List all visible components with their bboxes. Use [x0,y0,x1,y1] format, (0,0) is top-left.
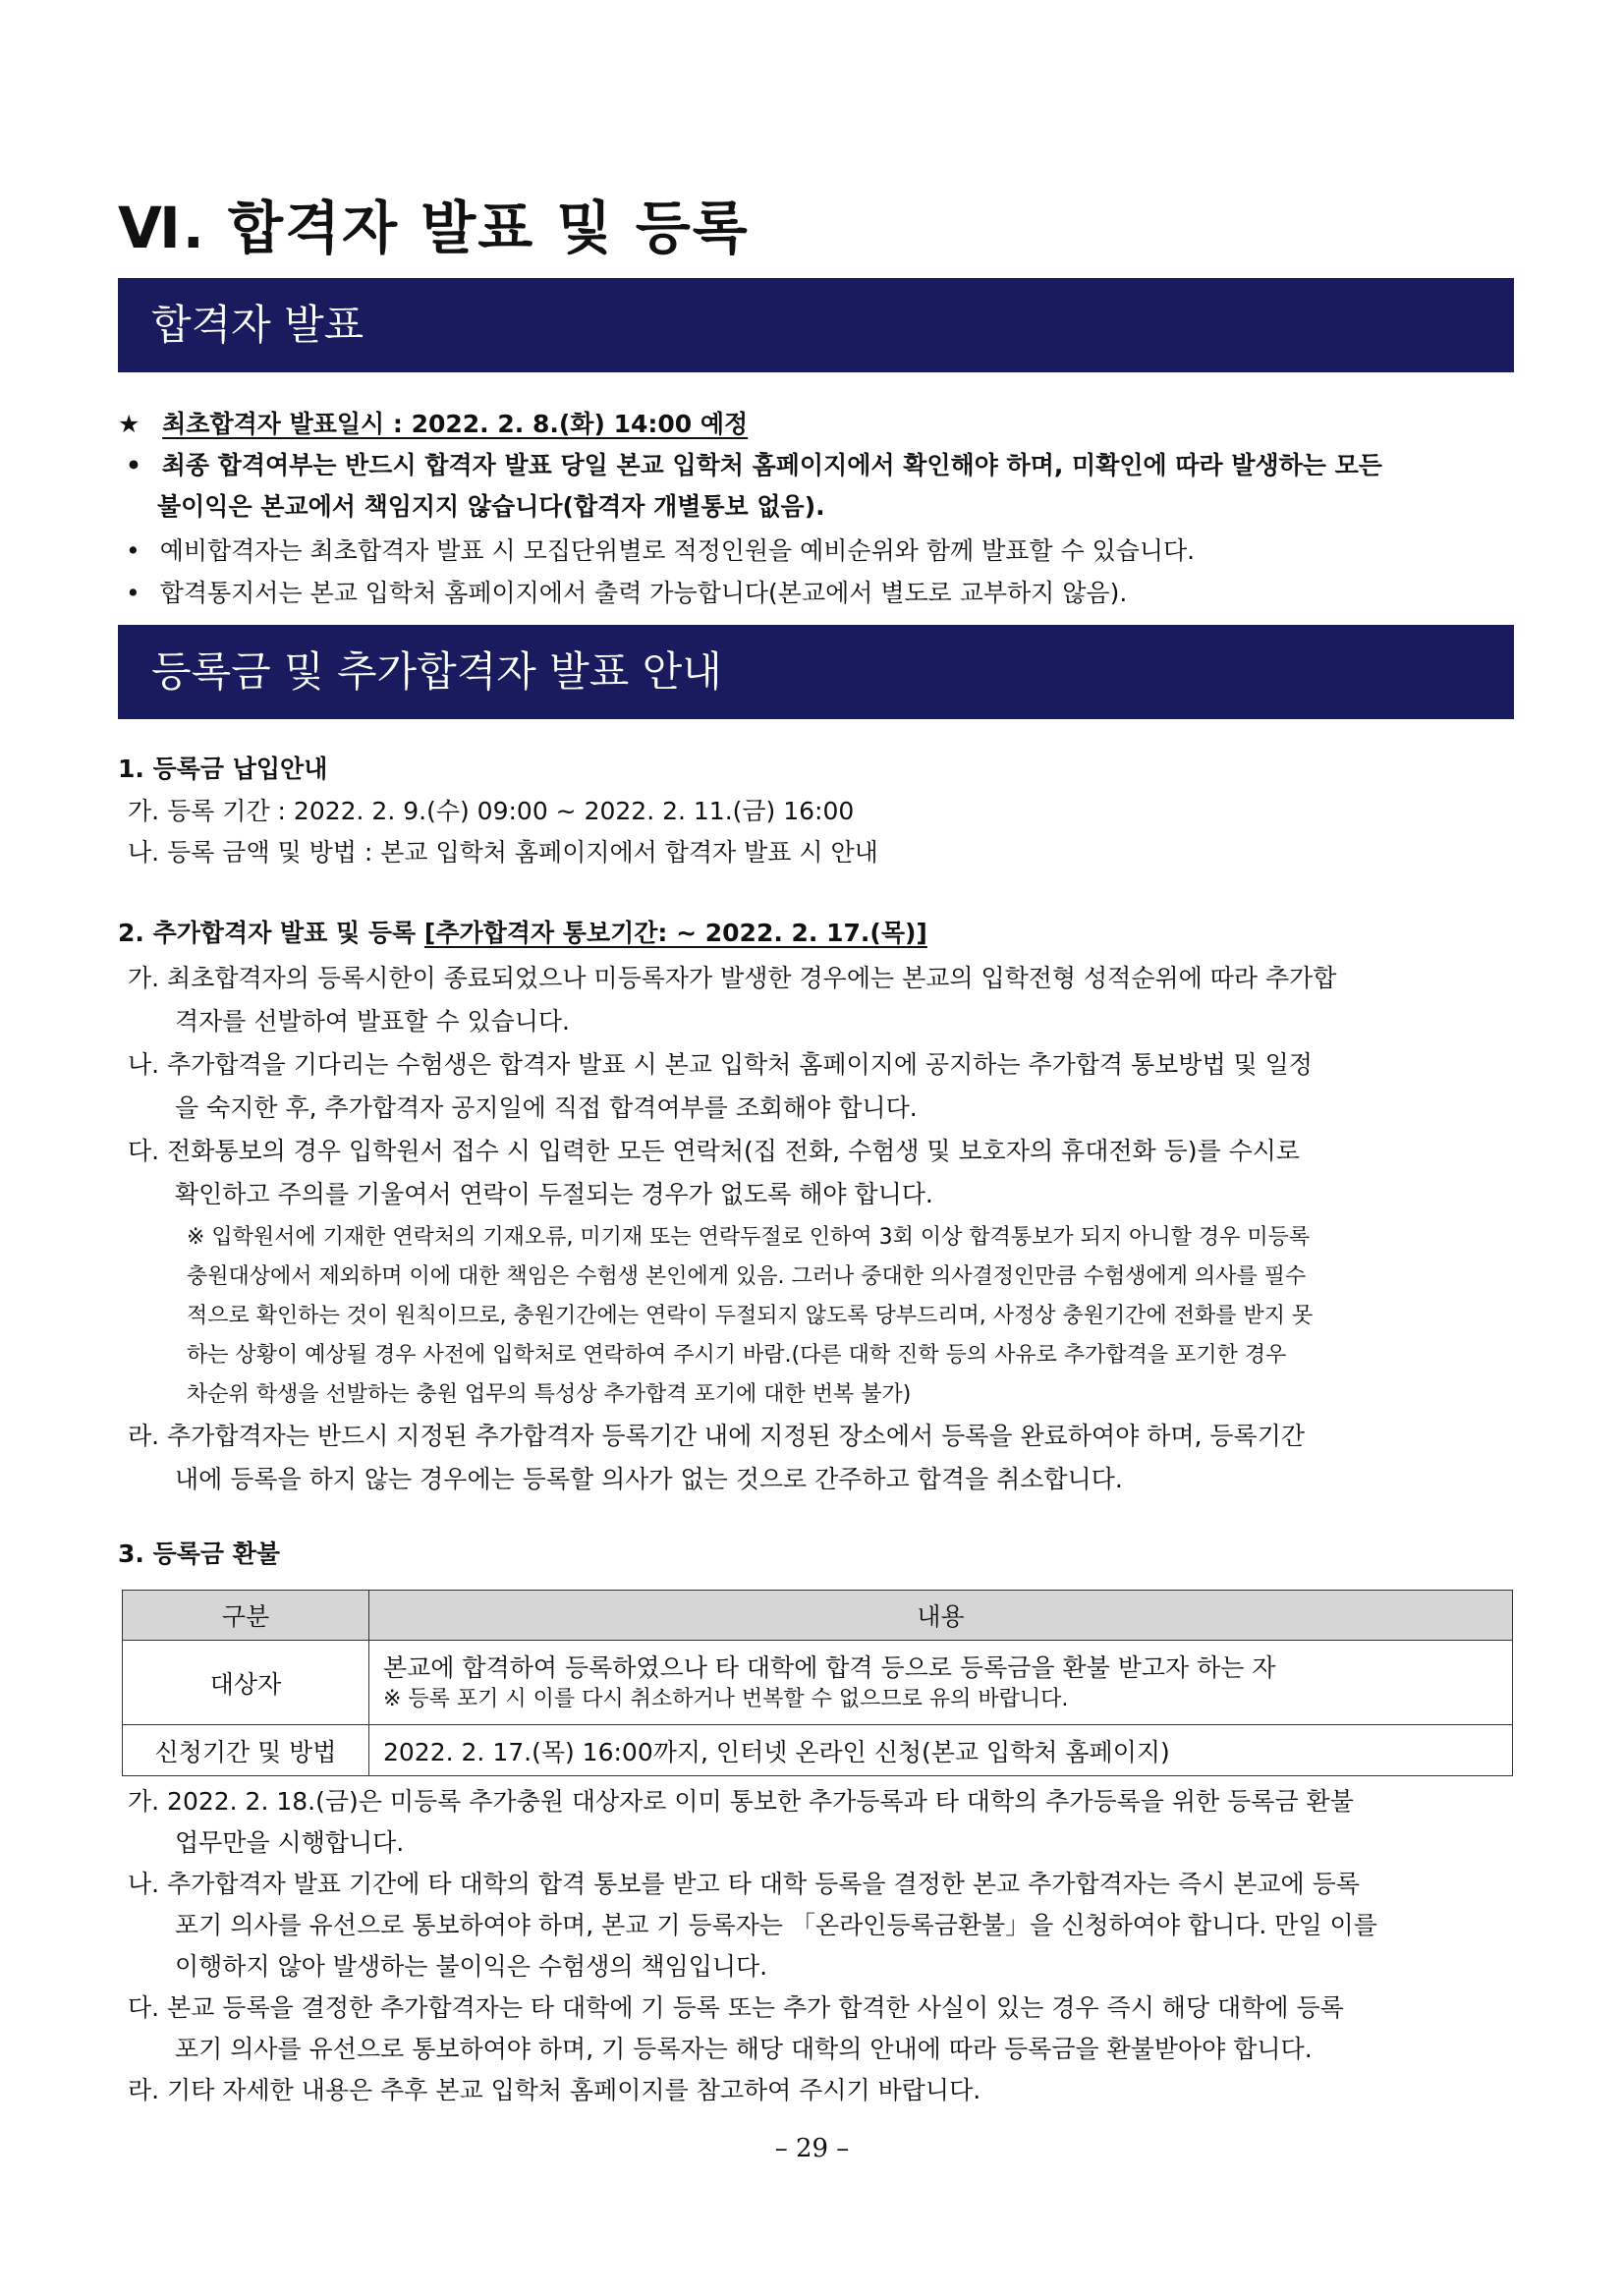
bullet-1: • 최종 합격여부는 반드시 합격자 발표 당일 본교 입학처 홈페이지에서 확인해야 하며, 미확인에 따라 발생하는 모든 [126,451,1382,479]
s3-item-ga: 가. 2022. 2. 18.(금)은 미등록 추가충원 대상자로 이미 통보한 추가등록과 타 대학의 추가등록을 위한 등록금 환불 [128,1787,1354,1816]
refund-table [122,1590,1513,1776]
s2-note-2: 충원대상에서 제외하며 이에 대한 책임은 수험생 본인에게 있음. 그러나 중대한 의사결정인만큼 수험생에게 의사를 필수 [187,1264,1307,1289]
s2-item-da-cont: 확인하고 주의를 기울여서 연락이 두절되는 경우가 없도록 해야 합니다. [175,1180,933,1208]
s3-item-na-cont-1: 포기 의사를 유선으로 통보하여야 하며, 본교 기 등록자는 「온라인등록금환불」을 신청하여야 합니다. 만일 이를 [175,1911,1377,1939]
table-row [123,1725,1513,1776]
star-icon: ★ [118,410,140,438]
bullet-icon: • [126,579,140,607]
s2-item-ga: 가. 최초합격자의 등록시한이 종료되었으나 미등록자가 발생한 경우에는 본교의 입학전형 성적순위에 따라 추가합 [128,964,1337,992]
s2-item-ra-cont: 내에 등록을 하지 않는 경우에는 등록할 의사가 없는 것으로 간주하고 합격을 취소합니다. [175,1465,1123,1493]
s2-note-4: 하는 상황이 예상될 경우 사전에 입학처로 연락하여 주시기 바람.(다른 대학 진학 등의 사유로 추가합격을 포기한 경우 [187,1343,1287,1368]
announce-date: 최초합격자 발표일시 : 2022. 2. 8.(화) 14:00 예정 [162,410,749,438]
s1-item-ga: 가. 등록 기간 : 2022. 2. 9.(수) 09:00 ~ 2022. 2. 11.(금) 16:00 [128,797,855,825]
subsection-2-title: 2. 추가합격자 발표 및 등록 [추가합격자 통보기간: ~ 2022. 2. 17.(목)] [118,919,927,947]
bullet-3: • 합격통지서는 본교 입학처 홈페이지에서 출력 가능합니다(본교에서 별도로 교부하지 않음). [126,579,1128,607]
bullet-1-cont: 불이익은 본교에서 책임지지 않습니다(합격자 개별통보 없음). [157,492,825,521]
table-cell-period-label: 신청기간 및 방법 [123,1725,369,1776]
s2-item-ga-cont: 격자를 선발하여 발표할 수 있습니다. [175,1007,570,1036]
subsection-3-title: 3. 등록금 환불 [118,1540,281,1568]
table-header-content: 내용 [369,1591,1513,1641]
table-cell-target-content: 본교에 합격하여 등록하였으나 타 대학에 합격 등으로 등록금을 환불 받고자 하는 자 ※ 등록 포기 시 이를 다시 취소하거나 번복할 수 없으므로 유의 바랍니다. [369,1641,1513,1725]
s2-item-ra: 라. 추가합격자는 반드시 지정된 추가합격자 등록기간 내에 지정된 장소에서 등록을 완료하여야 하며, 등록기간 [128,1422,1306,1450]
table-cell-period-content: 2022. 2. 17.(목) 16:00까지, 인터넷 온라인 신청(본교 입학처 홈페이지) [369,1725,1513,1776]
page-title: Ⅵ. 합격자 발표 및 등록 [118,195,750,261]
table-header-row [123,1591,1513,1641]
s2-note-5: 차순위 학생을 선발하는 충원 업무의 특성상 추가합격 포기에 대한 번복 불가) [187,1382,912,1407]
page-number: – 29 – [774,2134,850,2163]
s3-item-da-cont: 포기 의사를 유선으로 통보하여야 하며, 기 등록자는 해당 대학의 안내에 따라 등록금을 환불받아야 합니다. [175,2035,1313,2063]
section-header-registration: 등록금 및 추가합격자 발표 안내 [118,625,1514,719]
s3-item-na-cont-2: 이행하지 않아 발생하는 불이익은 수험생의 책임입니다. [175,1952,768,1981]
s2-note-3: 적으로 확인하는 것이 원칙이므로, 충원기간에는 연락이 두절되지 않도록 당부드리며, 사정상 충원기간에 전화를 받지 못 [187,1304,1314,1328]
table-header-category: 구분 [123,1591,369,1641]
bullet-icon: • [126,536,140,565]
s2-item-na: 나. 추가합격을 기다리는 수험생은 합격자 발표 시 본교 입학처 홈페이지에 공지하는 추가합격 통보방법 및 일정 [128,1050,1313,1079]
s2-item-da: 다. 전화통보의 경우 입학원서 접수 시 입력한 모든 연락처(집 전화, 수험생 및 보호자의 휴대전화 등)를 수시로 [128,1137,1301,1165]
s2-item-na-cont: 을 숙지한 후, 추가합격자 공지일에 직접 합격여부를 조회해야 합니다. [175,1093,918,1122]
table-row [123,1641,1513,1725]
s3-item-ra: 라. 기타 자세한 내용은 추후 본교 입학처 홈페이지를 참고하여 주시기 바랍니다. [128,2076,981,2104]
s3-item-da: 다. 본교 등록을 결정한 추가합격자는 타 대학에 기 등록 또는 추가 합격한 사실이 있는 경우 즉시 해당 대학에 등록 [128,1993,1344,2022]
table-cell-target-label: 대상자 [123,1641,369,1725]
subsection-1-title: 1. 등록금 납입안내 [118,755,328,783]
bullet-2: • 예비합격자는 최초합격자 발표 시 모집단위별로 적정인원을 예비순위와 함께 발표할 수 있습니다. [126,536,1196,565]
section-header-announcement: 합격자 발표 [118,278,1514,372]
bullet-icon: • [126,451,141,479]
s3-item-na: 나. 추가합격자 발표 기간에 타 대학의 합격 통보를 받고 타 대학 등록을 결정한 본교 추가합격자는 즉시 본교에 등록 [128,1870,1360,1898]
s1-item-na: 나. 등록 금액 및 방법 : 본교 입학처 홈페이지에서 합격자 발표 시 안내 [128,838,878,867]
s2-note-1: ※ 입학원서에 기재한 연락처의 기재오류, 미기재 또는 연락두절로 인하여 3회 이상 합격통보가 되지 아니할 경우 미등록 [187,1225,1311,1250]
s3-item-ga-cont: 업무만을 시행합니다. [175,1828,405,1857]
announce-line [118,409,748,440]
